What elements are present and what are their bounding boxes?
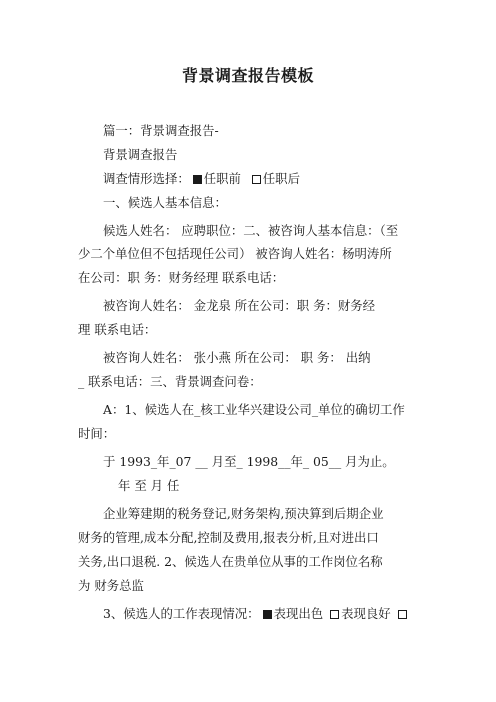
paragraph-line: 于 1993_年_07 __ 月至_ 1998__年_ 05__ 月为止。 bbox=[103, 454, 395, 469]
option-before-label: 任职前 bbox=[203, 171, 241, 186]
paragraph-line: 在公司：职 务：财务经理 联系电话： bbox=[78, 270, 285, 285]
paragraph-line: 候选人姓名： 应聘职位：二、被咨询人基本信息：（至 bbox=[103, 223, 399, 238]
report-subtitle: 背景调查报告 bbox=[103, 147, 178, 162]
paragraph-line: 企业筹建期的税务登记,财务架构,预决算到后期企业 bbox=[103, 506, 384, 521]
section-heading: 篇一：背景调查报告- bbox=[103, 123, 219, 138]
paragraph-line: 被咨询人姓名： 金龙泉 所在公司：职 务：财务经 bbox=[103, 298, 376, 313]
option-good-label: 表现良好 bbox=[341, 606, 391, 621]
checked-box-icon bbox=[193, 175, 202, 184]
paragraph-line: 理 联系电话： bbox=[78, 322, 157, 337]
survey-situation-line bbox=[103, 171, 300, 187]
paragraph-line: 关务,出口退税. 2、候选人在贵单位从事的工作岗位名称 bbox=[78, 554, 383, 569]
paragraph-line: 少二个单位但不包括现任公司） 被咨询人姓名：杨明涛所 bbox=[78, 246, 392, 261]
paragraph-line: _ 联系电话：三、背景调查问卷： bbox=[78, 374, 262, 389]
unchecked-box-icon bbox=[398, 610, 407, 619]
paragraph-line: A：1、候选人在_核工业华兴建设公司_单位的确切工作 bbox=[103, 402, 405, 417]
option-after-label: 任职后 bbox=[262, 171, 300, 186]
paragraph-line: 年 至 月 任 bbox=[118, 478, 180, 493]
unchecked-box-icon bbox=[252, 175, 261, 184]
performance-line bbox=[103, 606, 409, 622]
unchecked-box-icon bbox=[330, 610, 339, 619]
paragraph-line: 为 财务总监 bbox=[78, 578, 144, 593]
section1-heading: 一、候选人基本信息： bbox=[103, 195, 227, 210]
option-excellent-label: 表现出色 bbox=[273, 606, 324, 621]
checked-box-icon bbox=[263, 610, 272, 619]
paragraph-line: 财务的管理,成本分配,控制及费用,报表分析,且对进出口 bbox=[78, 530, 379, 545]
paragraph-line: 被咨询人姓名： 张小燕 所在公司： 职 务： 出纳 bbox=[103, 350, 371, 365]
document-title: 背景调查报告模板 bbox=[181, 66, 314, 85]
paragraph-line: 时间： bbox=[78, 426, 116, 441]
survey-situation-label: 调查情形选择： bbox=[103, 171, 190, 186]
performance-label: 3、候选人的工作表现情况： bbox=[103, 606, 260, 621]
